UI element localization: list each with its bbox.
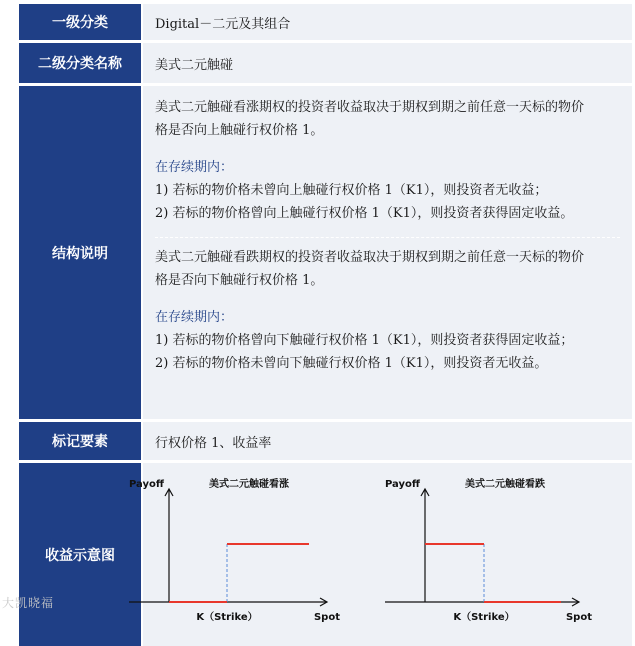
- up-during-heading: 在存续期内：: [155, 160, 234, 175]
- up-intro-line-2: 格是否向上触碰行权价格 1。: [155, 123, 324, 138]
- product-table: [19, 4, 632, 646]
- structure-description: [143, 86, 632, 419]
- up-intro-line-1: 美式二元触碰看涨期权的投资者收益取决于期权到期之前任意一天标的物价: [155, 100, 585, 115]
- elements-value: 行权价格 1、收益率: [143, 422, 632, 460]
- down-during-heading: 在存续期内：: [155, 310, 234, 325]
- elements-label: 标记要素: [19, 422, 141, 460]
- payoff-charts: [129, 463, 632, 646]
- strike-label: K（Strike）: [196, 612, 258, 623]
- level1-label: 一级分类: [19, 4, 141, 40]
- chart-title: 美式二元触碰看涨: [209, 479, 289, 490]
- ylabel-payoff: Payoff: [385, 479, 420, 490]
- payoff-charts-svg: [129, 463, 632, 646]
- xlabel-spot: Spot: [313, 612, 341, 623]
- level2-label: 二级分类名称: [19, 43, 141, 83]
- ylabel-payoff: Payoff: [129, 479, 164, 490]
- level1-value: Digital－二元及其组合: [143, 4, 632, 40]
- down-case-1: 1) 若标的物价格曾向下触碰行权价格 1（K1），则投资者获得固定收益；: [155, 333, 574, 348]
- down-case-2: 2) 若标的物价格未曾向下触碰行权价格 1（K1），则投资者无收益。: [155, 356, 548, 371]
- strike-label: K（Strike）: [453, 612, 515, 623]
- down-intro-line-2: 格是否向下触碰行权价格 1。: [155, 273, 324, 288]
- payoff-chart-1: [129, 477, 340, 623]
- payoff-label: 收益示意图: [19, 463, 141, 646]
- xlabel-spot: Spot: [565, 612, 593, 623]
- down-intro-line-1: 美式二元触碰看跌期权的投资者收益取决于期权到期之前任意一天标的物价: [155, 250, 585, 265]
- up-case-1: 1) 若标的物价格未曾向上触碰行权价格 1（K1），则投资者无收益；: [155, 183, 548, 198]
- level2-value: 美式二元触碰: [143, 43, 632, 83]
- chart-title: 美式二元触碰看跌: [465, 479, 545, 490]
- watermark-text: 大凯晓福: [2, 596, 55, 610]
- structure-label: 结构说明: [19, 86, 141, 419]
- description-divider: [155, 237, 620, 238]
- up-case-2: 2) 若标的物价格曾向上触碰行权价格 1（K1），则投资者获得固定收益。: [155, 206, 574, 221]
- payoff-chart-2: [385, 477, 592, 623]
